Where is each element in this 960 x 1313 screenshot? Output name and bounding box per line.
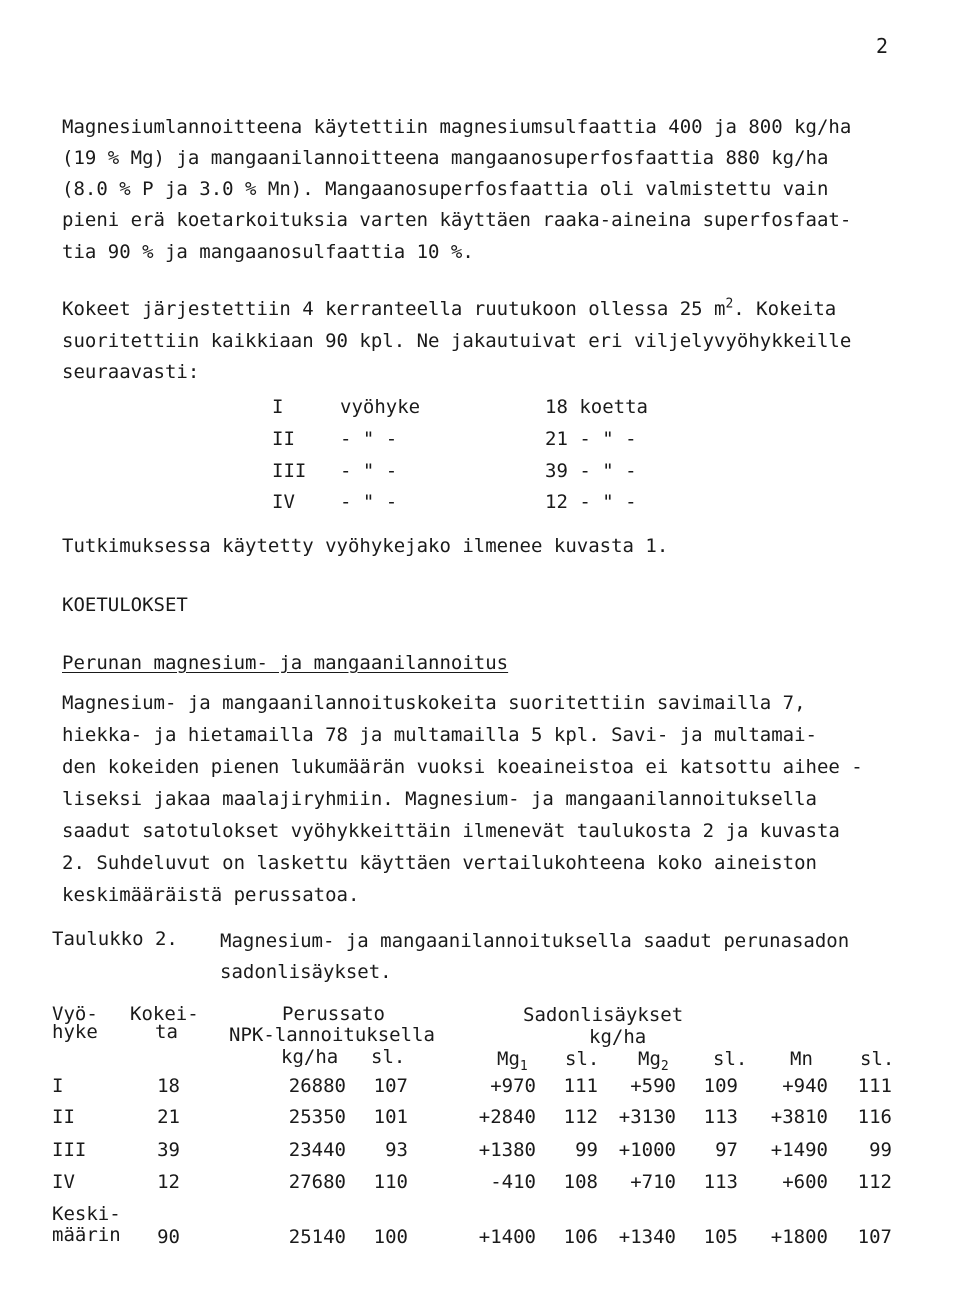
- table-header-mn: Mn: [790, 1048, 813, 1070]
- cell-mg2-sl: 109: [703, 1075, 738, 1097]
- table-header-trials: ta: [155, 1021, 178, 1043]
- cell-zone: II: [52, 1106, 75, 1128]
- table-header-base: Perussato: [282, 1003, 385, 1025]
- cell-base: 26880: [288, 1075, 346, 1097]
- text-line: Magnesiumlannoitteena käytettiin magnesiumsulfaattia 400 ja 800 kg/ha: [62, 116, 852, 138]
- cell-mg1-sl: 108: [563, 1171, 598, 1193]
- cell-mg2: +1000: [618, 1139, 676, 1161]
- section-heading: KOETULOKSET: [62, 594, 188, 616]
- cell-mg2-sl: 113: [703, 1106, 738, 1128]
- cell-mn-sl: 111: [857, 1075, 892, 1097]
- table-header-increase-unit: kg/ha: [589, 1026, 647, 1048]
- table-title-line: sadonlisäykset.: [220, 961, 392, 983]
- cell-mn: +940: [782, 1075, 828, 1097]
- cell-base-sl: 101: [373, 1106, 408, 1128]
- table-header-base-unit: kg/ha: [281, 1046, 339, 1068]
- cell-base: 25140: [288, 1226, 346, 1248]
- cell-zone: I: [52, 1075, 64, 1097]
- zone-note: Tutkimuksessa käytetty vyöhykejako ilmenee kuvasta 1.: [62, 535, 669, 557]
- text-line: pieni erä koetarkoituksia varten käyttäen raaka-aineina superfosfaat-: [62, 209, 852, 231]
- cell-mg1-sl: 111: [563, 1075, 598, 1097]
- cell-trials: 21: [157, 1106, 180, 1128]
- cell-zone: IV: [52, 1171, 75, 1193]
- section-subheading: Perunan magnesium- ja mangaanilannoitus: [62, 652, 509, 674]
- zone-label: III: [272, 460, 307, 482]
- cell-mg1-sl: 106: [563, 1226, 598, 1248]
- text-line: seuraavasti:: [62, 361, 200, 383]
- cell-base-sl: 100: [373, 1226, 408, 1248]
- zone-text: - " -: [340, 428, 398, 450]
- cell-mg2: +590: [630, 1075, 676, 1097]
- cell-base: 27680: [288, 1171, 346, 1193]
- cell-zone: III: [52, 1139, 87, 1161]
- cell-zone: määrin: [52, 1224, 121, 1246]
- text-line: suoritettiin kaikkiaan 90 kpl. Ne jakautuivat eri viljelyvyöhykkeille: [62, 330, 852, 352]
- cell-mg1: +1400: [478, 1226, 536, 1248]
- cell-mg1: -410: [490, 1171, 536, 1193]
- cell-mg2-sl: 105: [703, 1226, 738, 1248]
- cell-trials: 18: [157, 1075, 180, 1097]
- text-line: Kokeet järjestettiin 4 kerranteella ruutukoon ollessa 25 $m^2$. Kokeita: [62, 296, 837, 320]
- cell-trials: 39: [157, 1139, 180, 1161]
- table-header-increase: Sadonlisäykset: [523, 1004, 684, 1026]
- cell-mg2: +1340: [618, 1226, 676, 1248]
- zone-count: 21 - " -: [545, 428, 637, 450]
- text-line: Magnesium- ja mangaanilannoituskokeita suoritettiin savimailla 7,: [62, 692, 806, 714]
- zone-text: - " -: [340, 460, 398, 482]
- zone-count: 18 koetta: [545, 396, 648, 418]
- table-title-line: Magnesium- ja mangaanilannoituksella saadut perunasadon: [220, 930, 850, 952]
- table-header-trials: Kokei-: [130, 1003, 199, 1025]
- text-line: hiekka- ja hietamailla 78 ja multamailla 5 kpl. Savi- ja multamai-: [62, 724, 817, 746]
- text-line: (19 % Mg) ja mangaanilannoitteena mangaanosuperfosfaattia 880 kg/ha: [62, 147, 829, 169]
- page-number: 2: [876, 34, 889, 58]
- cell-zone: Keski-: [52, 1203, 121, 1225]
- cell-mn: +3810: [770, 1106, 828, 1128]
- table-header-sl: sl.: [565, 1048, 600, 1070]
- cell-base: 25350: [288, 1106, 346, 1128]
- table-header-zone: hyke: [52, 1021, 98, 1043]
- table-header-mg2: $Mg_2$: [638, 1048, 669, 1074]
- text-line: (8.0 % P ja 3.0 % Mn). Mangaanosuperfosfaattia oli valmistettu vain: [62, 178, 829, 200]
- table-header-zone: Vyö-: [52, 1003, 98, 1025]
- table-header-sl: sl.: [713, 1048, 748, 1070]
- cell-base-sl: 107: [373, 1075, 408, 1097]
- cell-mn: +1800: [770, 1226, 828, 1248]
- zone-label: I: [272, 396, 284, 418]
- cell-mg2-sl: 97: [715, 1139, 738, 1161]
- cell-trials: 90: [157, 1226, 180, 1248]
- cell-mg2: +710: [630, 1171, 676, 1193]
- zone-text: vyöhyke: [340, 396, 421, 418]
- cell-base-sl: 93: [385, 1139, 408, 1161]
- zone-label: IV: [272, 491, 295, 513]
- cell-mn-sl: 99: [869, 1139, 892, 1161]
- cell-mn: +600: [782, 1171, 828, 1193]
- zone-count: 12 - " -: [545, 491, 637, 513]
- cell-base: 23440: [288, 1139, 346, 1161]
- cell-mg1: +970: [490, 1075, 536, 1097]
- cell-base-sl: 110: [373, 1171, 408, 1193]
- cell-mg1: +1380: [478, 1139, 536, 1161]
- zone-text: - " -: [340, 491, 398, 513]
- cell-mg1: +2840: [478, 1106, 536, 1128]
- text-line: keskimääräistä perussatoa.: [62, 884, 360, 906]
- text-line: liseksi jakaa maalajiryhmiin. Magnesium- ja mangaanilannoituksella: [62, 788, 817, 810]
- text-line: tia 90 % ja mangaanosulfaattia 10 %.: [62, 241, 474, 263]
- table-header-base: NPK-lannoituksella: [229, 1024, 435, 1046]
- cell-mn-sl: 116: [857, 1106, 892, 1128]
- text-line: saadut satotulokset vyöhykkeittäin ilmenevät taulukosta 2 ja kuvasta: [62, 820, 840, 842]
- cell-trials: 12: [157, 1171, 180, 1193]
- cell-mg1-sl: 99: [575, 1139, 598, 1161]
- table-header-sl: sl.: [860, 1048, 895, 1070]
- cell-mn-sl: 107: [857, 1226, 892, 1248]
- table-header-mg1: $Mg_1$: [497, 1048, 528, 1074]
- zone-count: 39 - " -: [545, 460, 637, 482]
- cell-mn: +1490: [770, 1139, 828, 1161]
- text-line: den kokeiden pienen lukumäärän vuoksi koeaineistoa ei katsottu aihee -: [62, 756, 863, 778]
- table-label: Taulukko 2.: [52, 928, 178, 950]
- cell-mg2: +3130: [618, 1106, 676, 1128]
- cell-mg2-sl: 113: [703, 1171, 738, 1193]
- zone-label: II: [272, 428, 295, 450]
- text-line: 2. Suhdeluvut on laskettu käyttäen vertailukohteena koko aineiston: [62, 852, 817, 874]
- cell-mg1-sl: 112: [563, 1106, 598, 1128]
- cell-mn-sl: 112: [857, 1171, 892, 1193]
- table-header-base-unit: sl.: [371, 1046, 406, 1068]
